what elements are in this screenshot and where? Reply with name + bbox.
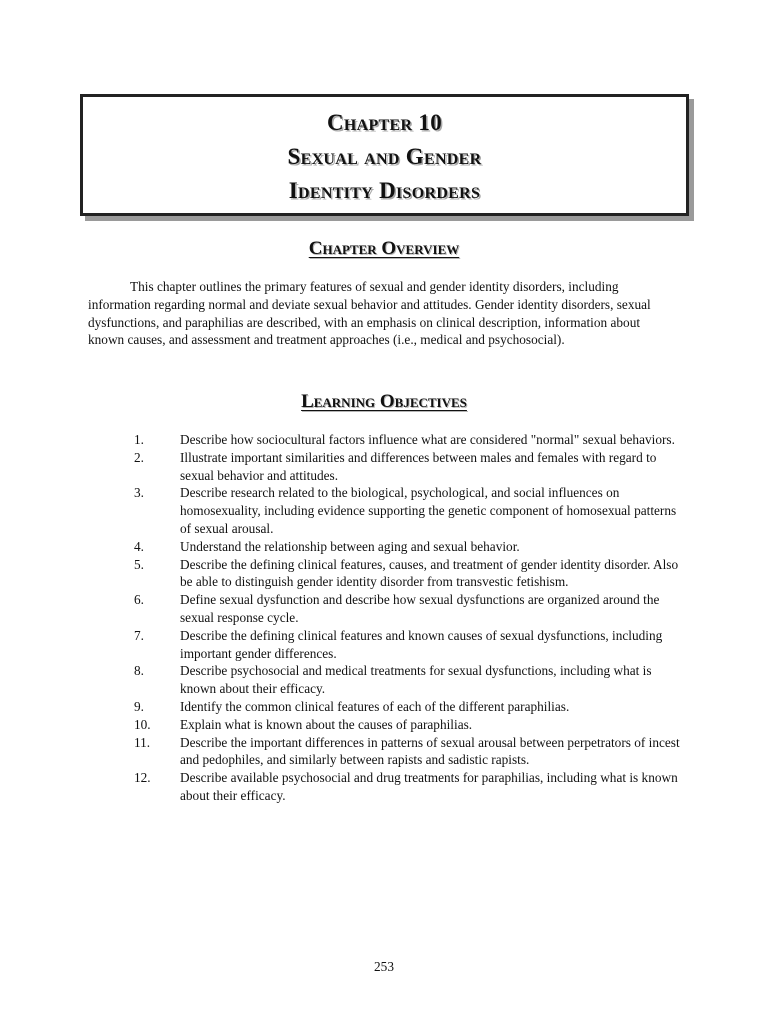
chapter-title-line-2: Identity Disorders [288,178,481,203]
item-text: Identify the common clinical features of each of the different paraphilias. [180,698,570,714]
item-text: Define sexual dysfunction and describe how sexual dysfunctions are organized around the sexual response cycle. [180,592,660,625]
chapter-number: Chapter 10 [326,110,443,135]
item-number: 6. [134,592,144,608]
item-text: Describe research related to the biological, psychological, and social influences on homosexuality, including evidence supporting the genetic component of homosexual patterns of sexual arousal. [180,485,677,536]
objectives-list [120,431,690,805]
item-number: 7. [134,627,144,643]
list-item [120,698,690,716]
item-text: Describe the important differences in patterns of sexual arousal between perpetrators of incest and pedophiles, and similarly between rapists and sadistic rapists. [180,734,680,768]
item-number: 12. [134,770,151,786]
item-number: 10. [134,716,151,732]
item-number: 11. [134,734,151,750]
list-item [120,769,690,805]
item-number: 3. [134,485,144,501]
page-number: 253 [374,959,394,974]
item-number: 9. [134,698,144,714]
list-item [120,734,690,770]
list-item [120,716,690,734]
item-text: Describe psychosocial and medical treatments for sexual dysfunctions, including what is known about their efficacy. [180,663,652,697]
item-number: 1. [134,432,144,447]
list-item [120,484,690,537]
item-text: Explain what is known about the causes of paraphilias. [180,716,473,732]
list-item [120,538,690,556]
item-text: Understand the relationship between aging and sexual behavior. [180,538,520,554]
item-text: Describe the defining clinical features and known causes of sexual dysfunctions, including important gender differences. [180,627,663,661]
item-number: 2. [134,449,144,465]
item-number: 8. [134,663,144,679]
list-item [120,591,690,627]
list-item [120,431,690,449]
objectives-heading: Learning Objectives [301,391,467,412]
chapter-title-box [80,94,689,216]
list-item [120,556,690,592]
item-text: Describe available psychosocial and drug treatments for paraphilias, including what is known about their efficacy. [180,770,678,803]
overview-paragraph: This chapter outlines the primary features of sexual and gender identity disorders, including information regarding normal and deviate sexual behavior and attitudes. Gender identity disorders, sexual dysfunctions, and paraphilias are described, with an emphasis on clinical description, information about known causes, and assessment and treatment approaches (i.e., medical and psychosocial). [88,279,651,348]
item-text: Illustrate important similarities and differences between males and females with regard to sexual behavior and attitudes. [180,449,657,483]
item-text: Describe the defining clinical features, causes, and treatment of gender identity disorder. Also be able to distinguish gender identity disorder from transvestic fetishism. [180,556,679,590]
list-item [120,627,690,663]
list-item [120,449,690,485]
item-number: 4. [134,538,144,554]
overview-heading: Chapter Overview [308,238,460,259]
list-item [120,662,690,698]
item-text: Describe how sociocultural factors influence what are considered "normal" sexual behaviors. [180,432,675,447]
item-number: 5. [134,556,144,572]
chapter-title-line-1: Sexual and Gender [287,144,482,169]
